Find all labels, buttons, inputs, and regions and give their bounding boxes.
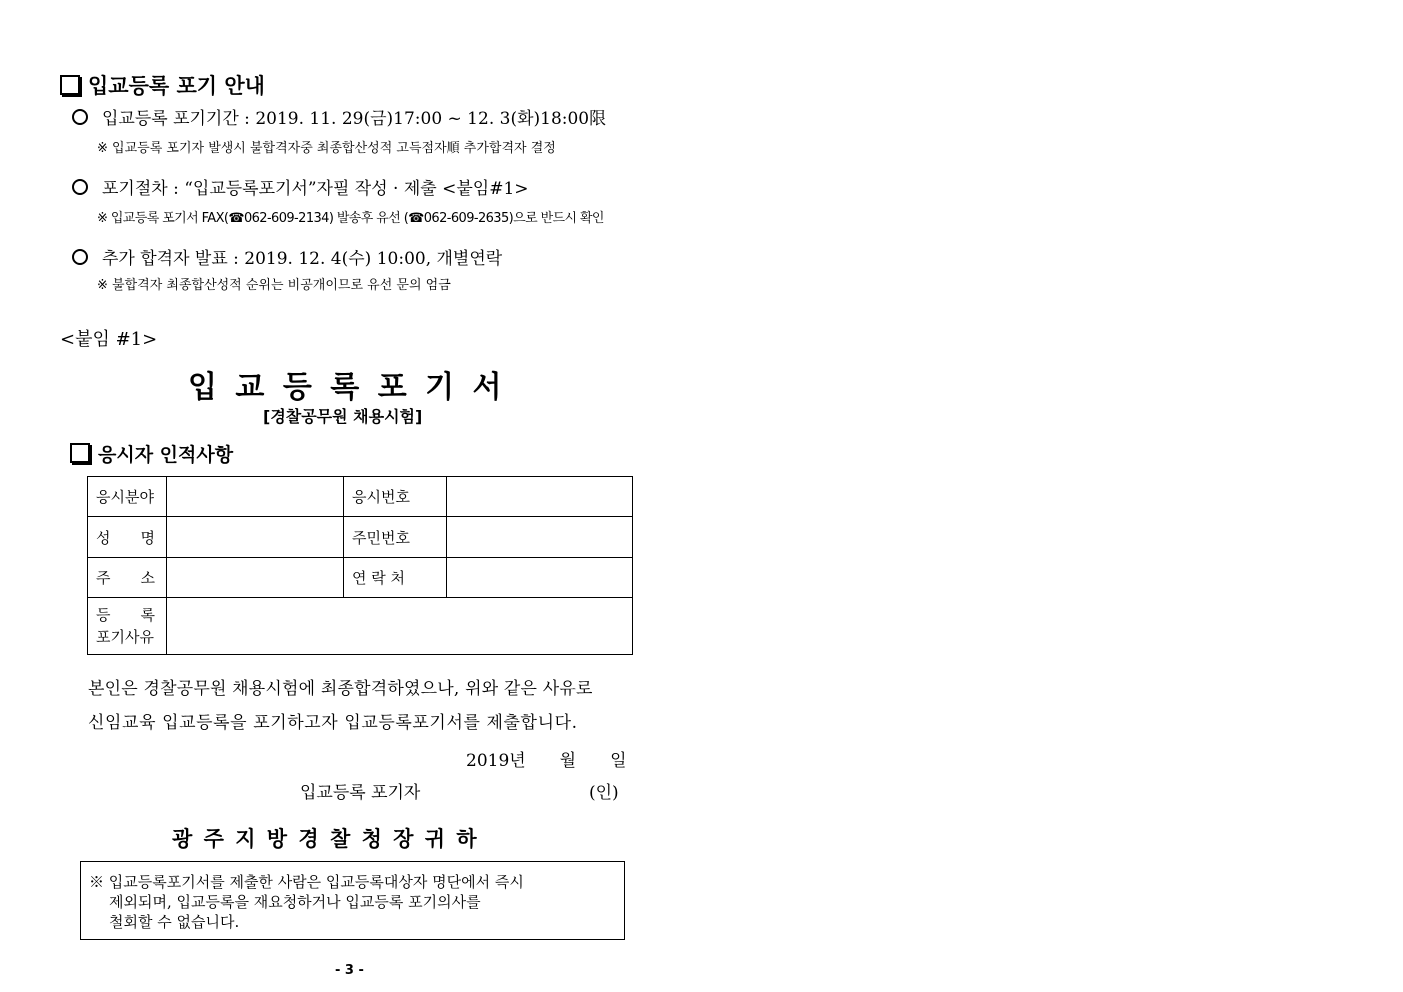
address-input-cell[interactable] bbox=[167, 558, 344, 598]
field-input-cell[interactable] bbox=[167, 477, 344, 517]
signer-label: 입교등록 포기자 bbox=[300, 783, 421, 803]
exam-no-input-cell[interactable] bbox=[447, 477, 633, 517]
seal-mark: (인) bbox=[589, 783, 619, 803]
recipient-line: 광 주 지 방 경 찰 청 장 귀 하 bbox=[172, 826, 479, 851]
section-title: 입교등록 포기 안내 bbox=[60, 70, 265, 100]
label-exam-no: 응시번호 bbox=[344, 477, 447, 517]
checkbox-square-icon bbox=[60, 75, 80, 95]
notice-line: 제외되며, 입교등록을 재요청하거나 입교등록 포기의사를 bbox=[109, 893, 481, 911]
circle-bullet-icon bbox=[72, 179, 88, 195]
table-row bbox=[88, 558, 633, 598]
circle-bullet-icon bbox=[72, 249, 88, 265]
label-resident-no: 주민번호 bbox=[344, 517, 447, 558]
reason-input-cell[interactable] bbox=[167, 598, 633, 655]
page-number: - 3 - bbox=[335, 963, 364, 978]
date-line: 2019년 월 일 bbox=[466, 751, 627, 771]
attachment-label: <붙임 #1> bbox=[60, 329, 158, 350]
checkbox-square-icon bbox=[70, 443, 90, 463]
label-contact: 연 락 처 bbox=[344, 558, 447, 598]
contact-input-cell[interactable] bbox=[447, 558, 633, 598]
list-note: ※ 불합격자 최종합산성적 순위는 비공개이므로 유선 문의 엄금 bbox=[97, 278, 451, 293]
statement-line: 신임교육 입교등록을 포기하고자 입교등록포기서를 제출합니다. bbox=[88, 713, 578, 733]
applicant-section-title: 응시자 인적사항 bbox=[70, 440, 233, 467]
notice-box bbox=[80, 861, 625, 940]
list-note: ※ 입교등록 포기서 FAX(☎062-609-2134) 발송후 유선 (☎062-609-2635)으로 반드시 확인 bbox=[97, 211, 604, 226]
list-item: 추가 합격자 발표 : 2019. 12. 4(수) 10:00, 개별연락 bbox=[72, 244, 502, 269]
label-reason: 등 록 포기사유 bbox=[88, 598, 167, 655]
list-note: ※ 입교등록 포기자 발생시 불합격자중 최종합산성적 고득점자順 추가합격자 결정 bbox=[97, 141, 556, 156]
notice-line: 철회할 수 없습니다. bbox=[109, 913, 240, 931]
resident-no-input-cell[interactable] bbox=[447, 517, 633, 558]
circle-bullet-icon bbox=[72, 109, 88, 125]
form-title: 입 교 등 록 포 기 서 bbox=[188, 370, 506, 405]
label-field: 응시분야 bbox=[88, 477, 167, 517]
form-subtitle: [경찰공무원 채용시험] bbox=[263, 407, 423, 426]
list-item: 포기절차 : “입교등록포기서”자필 작성 · 제출 <붙임#1> bbox=[72, 174, 529, 199]
table-row bbox=[88, 477, 633, 517]
label-address: 주 소 bbox=[88, 558, 167, 598]
list-item: 입교등록 포기기간 : 2019. 11. 29(금)17:00 ~ 12. 3(화)18:00限 bbox=[72, 104, 606, 129]
label-name: 성 명 bbox=[88, 517, 167, 558]
notice-line: ※ 입교등록포기서를 제출한 사람은 입교등록대상자 명단에서 즉시 bbox=[89, 873, 524, 891]
name-input-cell[interactable] bbox=[167, 517, 344, 558]
applicant-info-table bbox=[87, 476, 633, 655]
table-row bbox=[88, 598, 633, 655]
statement-line: 본인은 경찰공무원 채용시험에 최종합격하였으나, 위와 같은 사유로 bbox=[88, 679, 593, 699]
table-row bbox=[88, 517, 633, 558]
